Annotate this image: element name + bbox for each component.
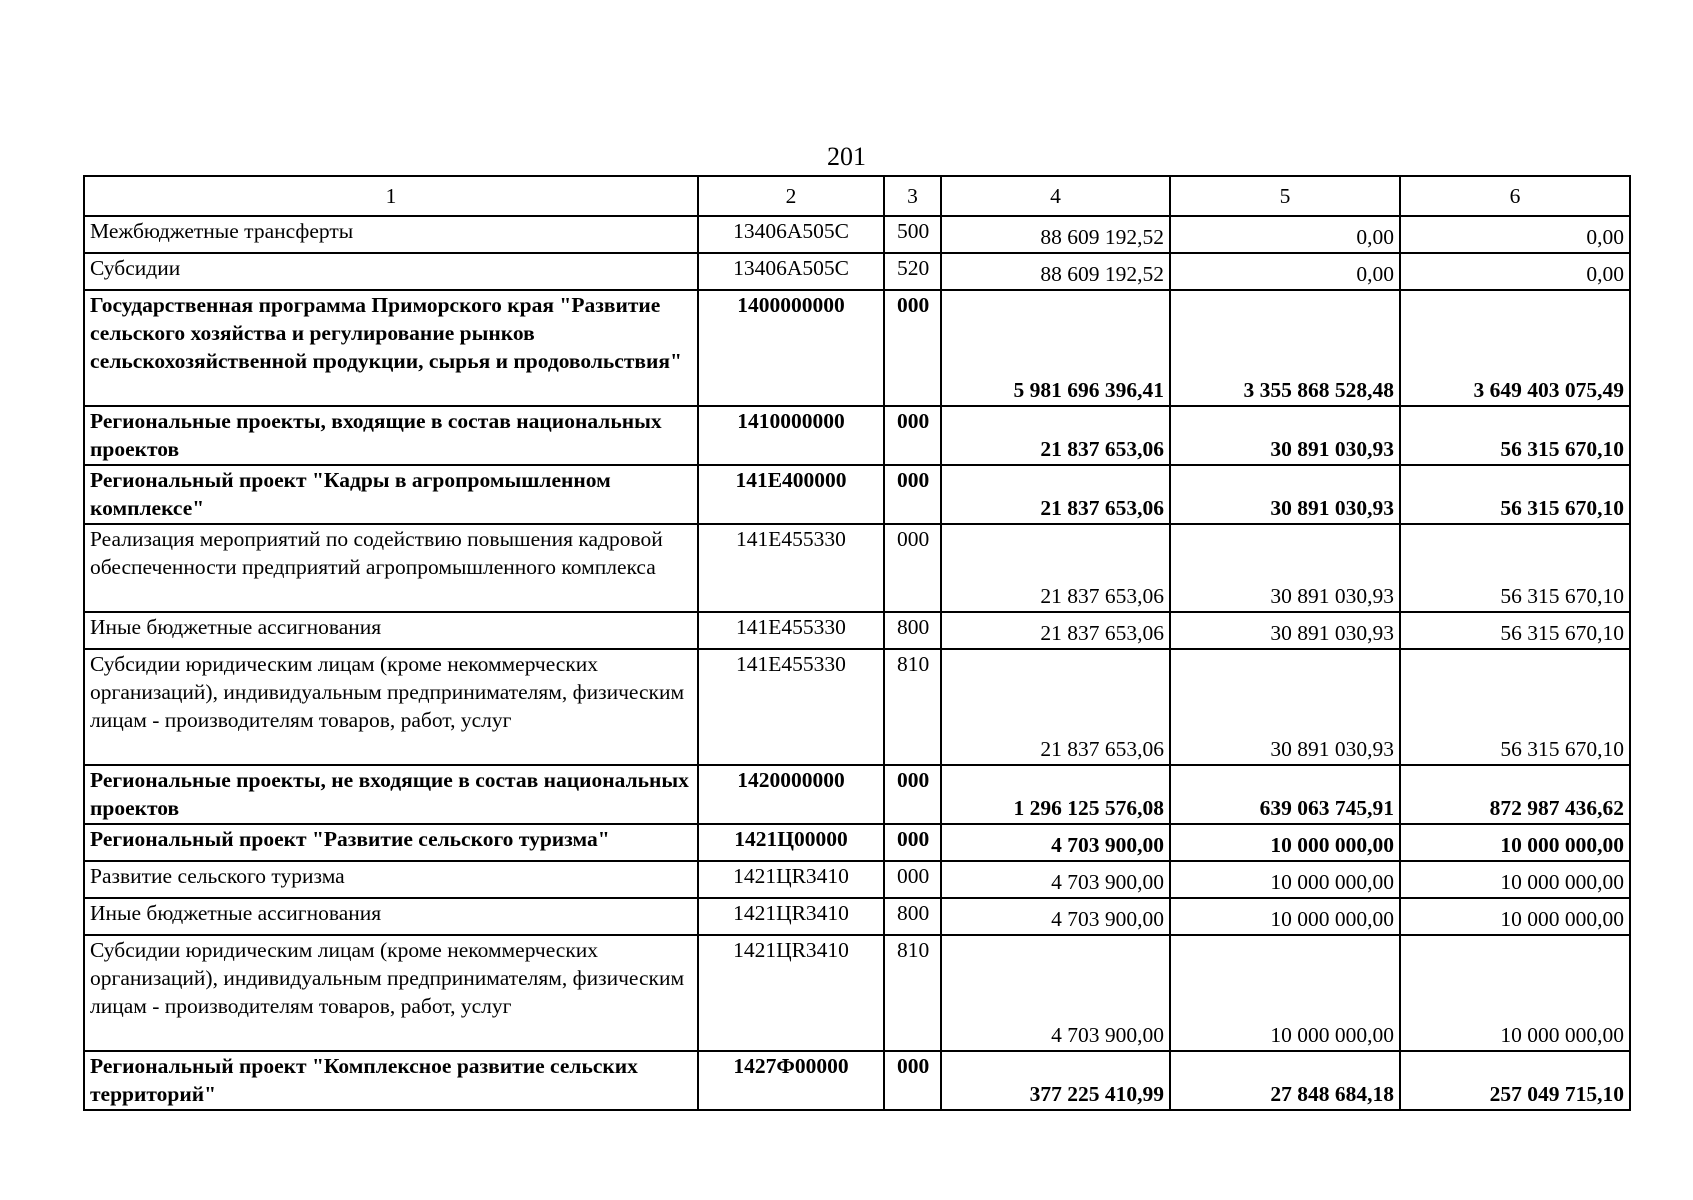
table-row xyxy=(84,824,1630,861)
table-row xyxy=(84,1051,1630,1110)
table-row xyxy=(84,465,1630,524)
row-value-col5: 0,00 xyxy=(1170,253,1400,290)
row-name: Региональный проект "Комплексное развитие сельских территорий" xyxy=(84,1051,698,1110)
row-value-col5: 30 891 030,93 xyxy=(1170,612,1400,649)
row-name: Реализация мероприятий по содействию повышения кадровой обеспеченности предприятий агропромышленного комплекса xyxy=(84,524,698,612)
row-name: Региональный проект "Кадры в агропромышленном комплексе" xyxy=(84,465,698,524)
row-value-col4: 88 609 192,52 xyxy=(941,216,1170,253)
row-code: 141E455330 xyxy=(698,649,884,765)
row-name: Государственная программа Приморского края "Развитие сельского хозяйства и регулирование рынков сельскохозяйственной продукции, сырья и продовольствия" xyxy=(84,290,698,406)
row-expense-type: 520 xyxy=(884,253,941,290)
table-row xyxy=(84,935,1630,1051)
row-value-col5: 30 891 030,93 xyxy=(1170,465,1400,524)
column-header-1: 1 xyxy=(84,176,698,216)
table-row xyxy=(84,524,1630,612)
table-row xyxy=(84,898,1630,935)
row-name: Региональные проекты, входящие в состав национальных проектов xyxy=(84,406,698,465)
row-value-col4: 21 837 653,06 xyxy=(941,406,1170,465)
column-header-5: 5 xyxy=(1170,176,1400,216)
row-name: Межбюджетные трансферты xyxy=(84,216,698,253)
column-header-3: 3 xyxy=(884,176,941,216)
row-value-col6: 0,00 xyxy=(1400,253,1630,290)
row-code: 13406A505C xyxy=(698,253,884,290)
row-value-col6: 56 315 670,10 xyxy=(1400,649,1630,765)
row-expense-type: 000 xyxy=(884,290,941,406)
row-value-col4: 377 225 410,99 xyxy=(941,1051,1170,1110)
row-value-col4: 21 837 653,06 xyxy=(941,524,1170,612)
row-value-col5: 30 891 030,93 xyxy=(1170,649,1400,765)
row-value-col4: 21 837 653,06 xyxy=(941,465,1170,524)
row-value-col5: 0,00 xyxy=(1170,216,1400,253)
row-code: 1427Ф00000 xyxy=(698,1051,884,1110)
row-value-col6: 10 000 000,00 xyxy=(1400,824,1630,861)
row-expense-type: 810 xyxy=(884,649,941,765)
row-code: 1421ЦR3410 xyxy=(698,935,884,1051)
row-expense-type: 000 xyxy=(884,524,941,612)
row-code: 1421ЦR3410 xyxy=(698,898,884,935)
row-value-col4: 88 609 192,52 xyxy=(941,253,1170,290)
table-header-row xyxy=(84,176,1630,216)
row-value-col6: 257 049 715,10 xyxy=(1400,1051,1630,1110)
row-name: Субсидии xyxy=(84,253,698,290)
row-value-col5: 3 355 868 528,48 xyxy=(1170,290,1400,406)
row-value-col5: 10 000 000,00 xyxy=(1170,898,1400,935)
row-expense-type: 000 xyxy=(884,406,941,465)
row-expense-type: 000 xyxy=(884,765,941,824)
row-name: Субсидии юридическим лицам (кроме некоммерческих организаций), индивидуальным предпринимателям, физическим лицам - производителям товаров, работ, услуг xyxy=(84,649,698,765)
row-value-col6: 56 315 670,10 xyxy=(1400,465,1630,524)
row-value-col5: 10 000 000,00 xyxy=(1170,861,1400,898)
row-value-col6: 10 000 000,00 xyxy=(1400,861,1630,898)
row-code: 1421ЦR3410 xyxy=(698,861,884,898)
row-value-col5: 30 891 030,93 xyxy=(1170,406,1400,465)
table-row xyxy=(84,765,1630,824)
row-value-col6: 10 000 000,00 xyxy=(1400,898,1630,935)
column-header-4: 4 xyxy=(941,176,1170,216)
row-value-col4: 1 296 125 576,08 xyxy=(941,765,1170,824)
row-code: 1400000000 xyxy=(698,290,884,406)
row-expense-type: 000 xyxy=(884,465,941,524)
row-code: 1420000000 xyxy=(698,765,884,824)
row-expense-type: 000 xyxy=(884,824,941,861)
row-code: 141E455330 xyxy=(698,524,884,612)
row-code: 141E455330 xyxy=(698,612,884,649)
row-value-col4: 21 837 653,06 xyxy=(941,612,1170,649)
table-row xyxy=(84,406,1630,465)
row-code: 1421Ц00000 xyxy=(698,824,884,861)
row-name: Иные бюджетные ассигнования xyxy=(84,898,698,935)
row-value-col4: 5 981 696 396,41 xyxy=(941,290,1170,406)
row-value-col6: 56 315 670,10 xyxy=(1400,524,1630,612)
row-value-col4: 4 703 900,00 xyxy=(941,824,1170,861)
row-value-col4: 4 703 900,00 xyxy=(941,935,1170,1051)
row-code: 13406A505C xyxy=(698,216,884,253)
row-name: Региональный проект "Развитие сельского туризма" xyxy=(84,824,698,861)
column-header-2: 2 xyxy=(698,176,884,216)
column-header-6: 6 xyxy=(1400,176,1630,216)
row-value-col6: 10 000 000,00 xyxy=(1400,935,1630,1051)
row-value-col5: 27 848 684,18 xyxy=(1170,1051,1400,1110)
row-expense-type: 500 xyxy=(884,216,941,253)
row-value-col6: 0,00 xyxy=(1400,216,1630,253)
table-row xyxy=(84,612,1630,649)
row-value-col5: 639 063 745,91 xyxy=(1170,765,1400,824)
row-value-col5: 10 000 000,00 xyxy=(1170,824,1400,861)
page-number: 201 xyxy=(827,142,866,171)
row-expense-type: 800 xyxy=(884,898,941,935)
row-expense-type: 000 xyxy=(884,861,941,898)
row-value-col6: 56 315 670,10 xyxy=(1400,612,1630,649)
budget-table xyxy=(83,175,1631,1111)
row-value-col4: 4 703 900,00 xyxy=(941,898,1170,935)
row-value-col6: 3 649 403 075,49 xyxy=(1400,290,1630,406)
row-expense-type: 000 xyxy=(884,1051,941,1110)
row-value-col4: 21 837 653,06 xyxy=(941,649,1170,765)
table-row xyxy=(84,649,1630,765)
table-row xyxy=(84,290,1630,406)
row-name: Развитие сельского туризма xyxy=(84,861,698,898)
row-name: Региональные проекты, не входящие в состав национальных проектов xyxy=(84,765,698,824)
table-row xyxy=(84,861,1630,898)
row-name: Иные бюджетные ассигнования xyxy=(84,612,698,649)
row-value-col5: 10 000 000,00 xyxy=(1170,935,1400,1051)
row-expense-type: 800 xyxy=(884,612,941,649)
row-code: 141E400000 xyxy=(698,465,884,524)
row-value-col6: 56 315 670,10 xyxy=(1400,406,1630,465)
table-row xyxy=(84,253,1630,290)
row-value-col5: 30 891 030,93 xyxy=(1170,524,1400,612)
row-expense-type: 810 xyxy=(884,935,941,1051)
row-code: 1410000000 xyxy=(698,406,884,465)
row-name: Субсидии юридическим лицам (кроме некоммерческих организаций), индивидуальным предпринимателям, физическим лицам - производителям товаров, работ, услуг xyxy=(84,935,698,1051)
row-value-col6: 872 987 436,62 xyxy=(1400,765,1630,824)
table-row xyxy=(84,216,1630,253)
row-value-col4: 4 703 900,00 xyxy=(941,861,1170,898)
